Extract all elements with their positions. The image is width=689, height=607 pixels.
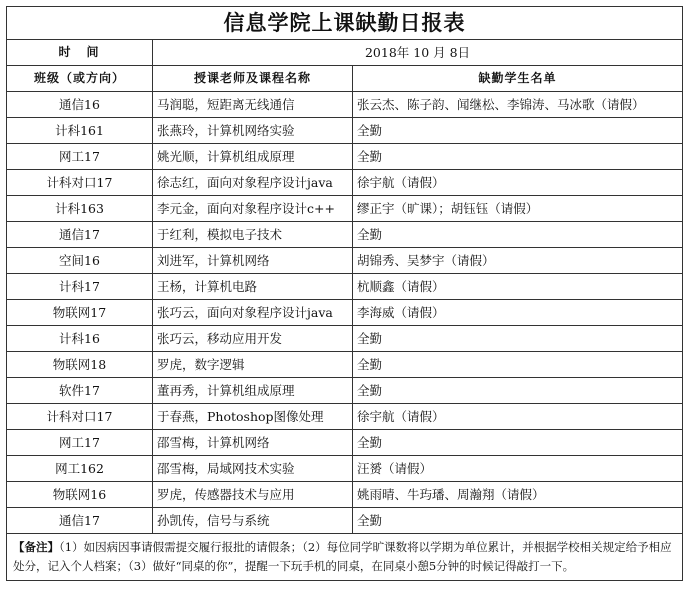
absent-students-cell: 全勤: [353, 326, 683, 352]
class-cell: 计科16: [7, 326, 153, 352]
class-cell: 物联网16: [7, 482, 153, 508]
class-cell: 计科163: [7, 196, 153, 222]
absent-students-cell: 徐宇航（请假）: [353, 170, 683, 196]
table-row: [7, 92, 683, 118]
table-row: [7, 482, 683, 508]
absent-students-cell: 缪正宇（旷课）；胡钰钰（请假）: [353, 196, 683, 222]
absent-students-cell: 汪赟（请假）: [353, 456, 683, 482]
report-rows: [7, 92, 683, 534]
class-cell: 计科对口17: [7, 404, 153, 430]
table-row: [7, 248, 683, 274]
table-row: [7, 274, 683, 300]
class-cell: 通信17: [7, 508, 153, 534]
absent-students-cell: 全勤: [353, 378, 683, 404]
table-row: [7, 144, 683, 170]
class-cell: 物联网17: [7, 300, 153, 326]
table-row: [7, 222, 683, 248]
absent-students-cell: 全勤: [353, 222, 683, 248]
class-cell: 计科161: [7, 118, 153, 144]
absent-students-cell: 张云杰、陈子韵、闻继松、李锦涛、马冰歌（请假）: [353, 92, 683, 118]
class-cell: 空间16: [7, 248, 153, 274]
table-row: [7, 352, 683, 378]
report-title: 信息学院上课缺勤日报表: [7, 7, 683, 40]
table-row: [7, 430, 683, 456]
class-cell: 通信17: [7, 222, 153, 248]
table-row: [7, 378, 683, 404]
absent-students-cell: 徐宇航（请假）: [353, 404, 683, 430]
absent-students-cell: 李海威（请假）: [353, 300, 683, 326]
table-row: [7, 300, 683, 326]
header-class: 班级（或方向）: [7, 66, 153, 92]
teacher-course-cell: 张巧云，移动应用开发: [153, 326, 353, 352]
teacher-course-cell: 邵雪梅，局域网技术实验: [153, 456, 353, 482]
class-cell: 网工17: [7, 430, 153, 456]
absent-students-cell: 杭顺鑫（请假）: [353, 274, 683, 300]
teacher-course-cell: 罗虎，数字逻辑: [153, 352, 353, 378]
class-cell: 计科17: [7, 274, 153, 300]
remarks-key: 【备注】: [13, 540, 59, 554]
absent-students-cell: 全勤: [353, 508, 683, 534]
teacher-course-cell: 马润聪，短距离无线通信: [153, 92, 353, 118]
table-row: [7, 404, 683, 430]
table-row: [7, 196, 683, 222]
table-row: [7, 456, 683, 482]
teacher-course-cell: 董再秀，计算机组成原理: [153, 378, 353, 404]
teacher-course-cell: 罗虎，传感器技术与应用: [153, 482, 353, 508]
class-cell: 物联网18: [7, 352, 153, 378]
teacher-course-cell: 李元金，面向对象程序设计c++: [153, 196, 353, 222]
class-cell: 网工162: [7, 456, 153, 482]
teacher-course-cell: 姚光顺，计算机组成原理: [153, 144, 353, 170]
report-date: 2018年 10 月 8日: [153, 40, 683, 66]
teacher-course-cell: 邵雪梅，计算机网络: [153, 430, 353, 456]
absence-report-table: [6, 6, 683, 581]
absent-students-cell: 胡锦秀、吴梦宇（请假）: [353, 248, 683, 274]
teacher-course-cell: 于春燕，Photoshop图像处理: [153, 404, 353, 430]
teacher-course-cell: 孙凯传，信号与系统: [153, 508, 353, 534]
class-cell: 网工17: [7, 144, 153, 170]
class-cell: 计科对口17: [7, 170, 153, 196]
table-row: [7, 326, 683, 352]
teacher-course-cell: 张巧云，面向对象程序设计java: [153, 300, 353, 326]
teacher-course-cell: 王杨，计算机电路: [153, 274, 353, 300]
remarks: [7, 534, 683, 581]
class-cell: 软件17: [7, 378, 153, 404]
time-label: 时 间: [7, 40, 153, 66]
table-row: [7, 170, 683, 196]
teacher-course-cell: 于红利，模拟电子技术: [153, 222, 353, 248]
absent-students-cell: 全勤: [353, 118, 683, 144]
teacher-course-cell: 刘进军，计算机网络: [153, 248, 353, 274]
remarks-text: （1）如因病因事请假需提交履行报批的请假条；（2）每位同学旷课数将以学期为单位累计，并根据学校相关规定给予相应处分，记入个人档案；（3）做好“同桌的你”，提醒一下玩手机的同桌，在同桌小憩5分钟的时候记得敲打一下。: [13, 540, 672, 573]
teacher-course-cell: 张燕玲，计算机网络实验: [153, 118, 353, 144]
absent-students-cell: 全勤: [353, 430, 683, 456]
absent-students-cell: 全勤: [353, 144, 683, 170]
table-row: [7, 508, 683, 534]
table-row: [7, 118, 683, 144]
absent-students-cell: 全勤: [353, 352, 683, 378]
header-teacher-course: 授课老师及课程名称: [153, 66, 353, 92]
absent-students-cell: 姚雨晴、牛玙璠、周瀚翔（请假）: [353, 482, 683, 508]
absence-report-sheet: [6, 6, 682, 581]
teacher-course-cell: 徐志红，面向对象程序设计java: [153, 170, 353, 196]
header-absent-students: 缺勤学生名单: [353, 66, 683, 92]
class-cell: 通信16: [7, 92, 153, 118]
